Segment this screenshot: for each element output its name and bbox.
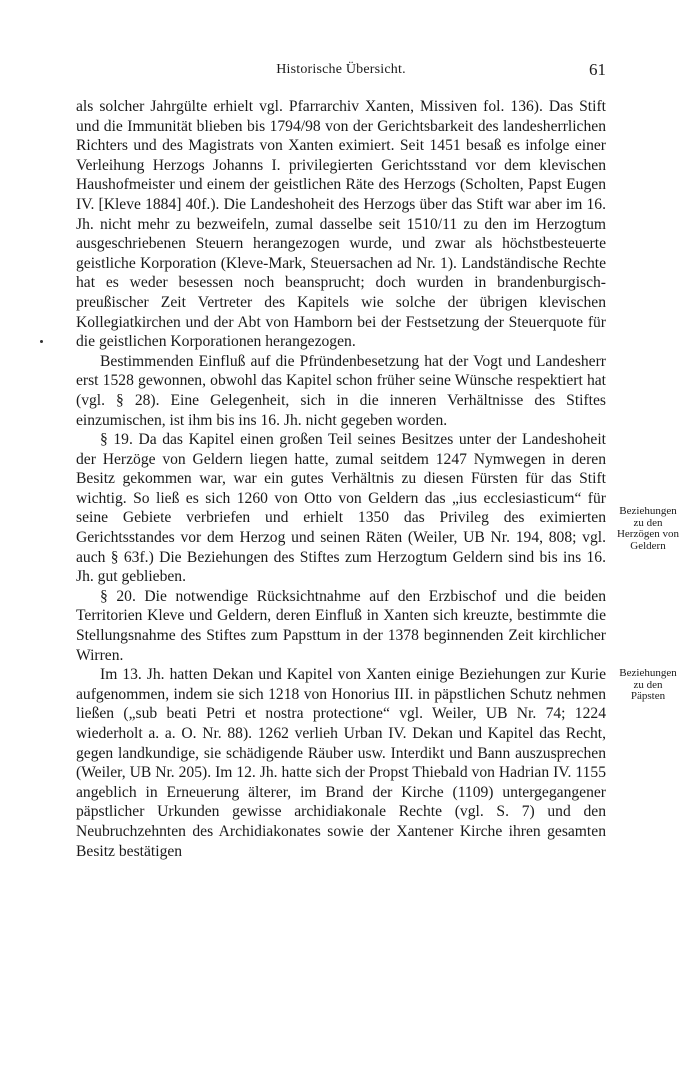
page-header bbox=[76, 62, 606, 84]
margin-note-line: Beziehungen bbox=[619, 505, 677, 517]
margin-note-geldern bbox=[608, 506, 688, 552]
paragraph-kurie: Im 13. Jh. hatten Dekan und Kapitel von Xanten einige Beziehungen zur Kurie aufgenommen, indem sie sich 1218 von Honorius III. in päpstlichen Schutz nehmen ließen („sub beati Petri et nostra protectione“ vgl. Weiler, UB Nr. 74; 1224 wiederholt a. a. O. Nr. 88). 1262 verlieh Urban IV. Dekan und Kapitel das Recht, gegen landkundige, sie schädigende Räuber usw. Interdikt und Bann auszusprechen (Weiler, UB Nr. 205). Im 12. Jh. hatte sich der Propst Thiebald von Hadrian IV. 1155 angeblich in Erneuerung älterer, im Brand der Kirche (1109) untergegangener päpstlicher Urkunden gewisse archidiakonale Rechte (vgl. S. 7) und den Neubruchzehnten des Archidiakonates sowie der Xantener Kirche ihren gesamten Besitz bestätigen bbox=[76, 666, 606, 860]
body-text bbox=[76, 97, 606, 861]
margin-note-line: zu den bbox=[633, 678, 663, 691]
margin-note-line: Geldern bbox=[630, 539, 666, 552]
paragraph-pfruendenbesetzung: Bestimmenden Einfluß auf die Pfründenbesetzung hat der Vogt und Landesherr erst 1528 gewonnen, obwohl das Kapitel schon früher seine Wünsche respektiert hat (vgl. § 28). Eine Gelegenheit, sich in die inneren Verhältnisse des Stiftes einzumischen, ist ihm bis ins 16. Jh. nicht gegeben worden. bbox=[76, 352, 606, 429]
margin-speck bbox=[40, 340, 43, 343]
page-number: 61 bbox=[589, 60, 606, 79]
running-title: Historische Übersicht. bbox=[276, 62, 406, 77]
margin-note-line: zu den bbox=[633, 516, 663, 529]
paragraph-section-19: § 19. Da das Kapitel einen großen Teil seines Besitzes unter der Landeshoheit der Herzöge von Geldern liegen hatte, zumal seitdem 1247 Nymwegen in deren Besitz gekommen war, war ein gutes Verhältnis zu diesen Fürsten für das Stift wichtig. So ließ es sich 1260 von Otto von Geldern das „ius ecclesiasticum“ für seine Gebiete verbriefen und erhielt 1350 das Privileg des eximierten Gerichtsstandes vor dem Herzog und seinen Räten (Weiler, UB Nr. 194, 808; vgl. auch § 63f.) Die Beziehungen des Stiftes zum Herzogtum Geldern sind bis ins 16. Jh. gut geblieben. bbox=[76, 431, 606, 586]
margin-note-line: Päpsten bbox=[630, 690, 666, 702]
margin-note-paepste bbox=[608, 668, 688, 703]
paragraph-section-20: § 20. Die notwendige Rücksichtnahme auf den Erzbischof und die beiden Territorien Kleve und Geldern, deren Einfluß in Xanten sich kreuzte, bestimmte die Stellungsnahme des Stiftes zum Papsttum in der 1378 beginnenden Zeit kirchlicher Wirren. bbox=[76, 587, 606, 664]
margin-note-line: Beziehungen bbox=[619, 667, 677, 679]
margin-note-line: Herzögen von bbox=[616, 528, 679, 540]
paragraph-immunity: als solcher Jahrgülte erhielt vgl. Pfarrarchiv Xanten, Missiven fol. 136). Das Stift und die Immunität blieben bis 1794/98 von der Gerichtsbarkeit des landesherrlichen Richters und des Magistrats von Xanten eximiert. Seit 1451 besaß es infolge einer Verleihung Herzogs Johanns I. privilegierten Gerichtsstand vor dem klevischen Haushofmeister und einem der geistlichen Räte des Herzogs (Scholten, Papst Eugen IV. [Kleve 1884] 40f.). Die Landeshoheit des Herzogs über das Stift war aber im 16. Jh. nicht mehr zu bezweifeln, zumal dasselbe seit 1510/11 zu den im Herzogtum ausgeschriebenen Steuern herangezogen wurde, und zwar als höchstbesteuerte geistliche Korporation (Kleve-Mark, Steuersachen ad Nr. 1). Landständische Rechte hat es weder besessen noch beansprucht; doch wurden in brandenburgisch-preußischer Zeit Vertreter des Kapitels wie solche der übrigen klevischen Kollegiatkirchen und der Abt von Hamborn bei der Festsetzung der Steuerquote für die geistlichen Korporationen herangezogen. bbox=[76, 98, 606, 351]
